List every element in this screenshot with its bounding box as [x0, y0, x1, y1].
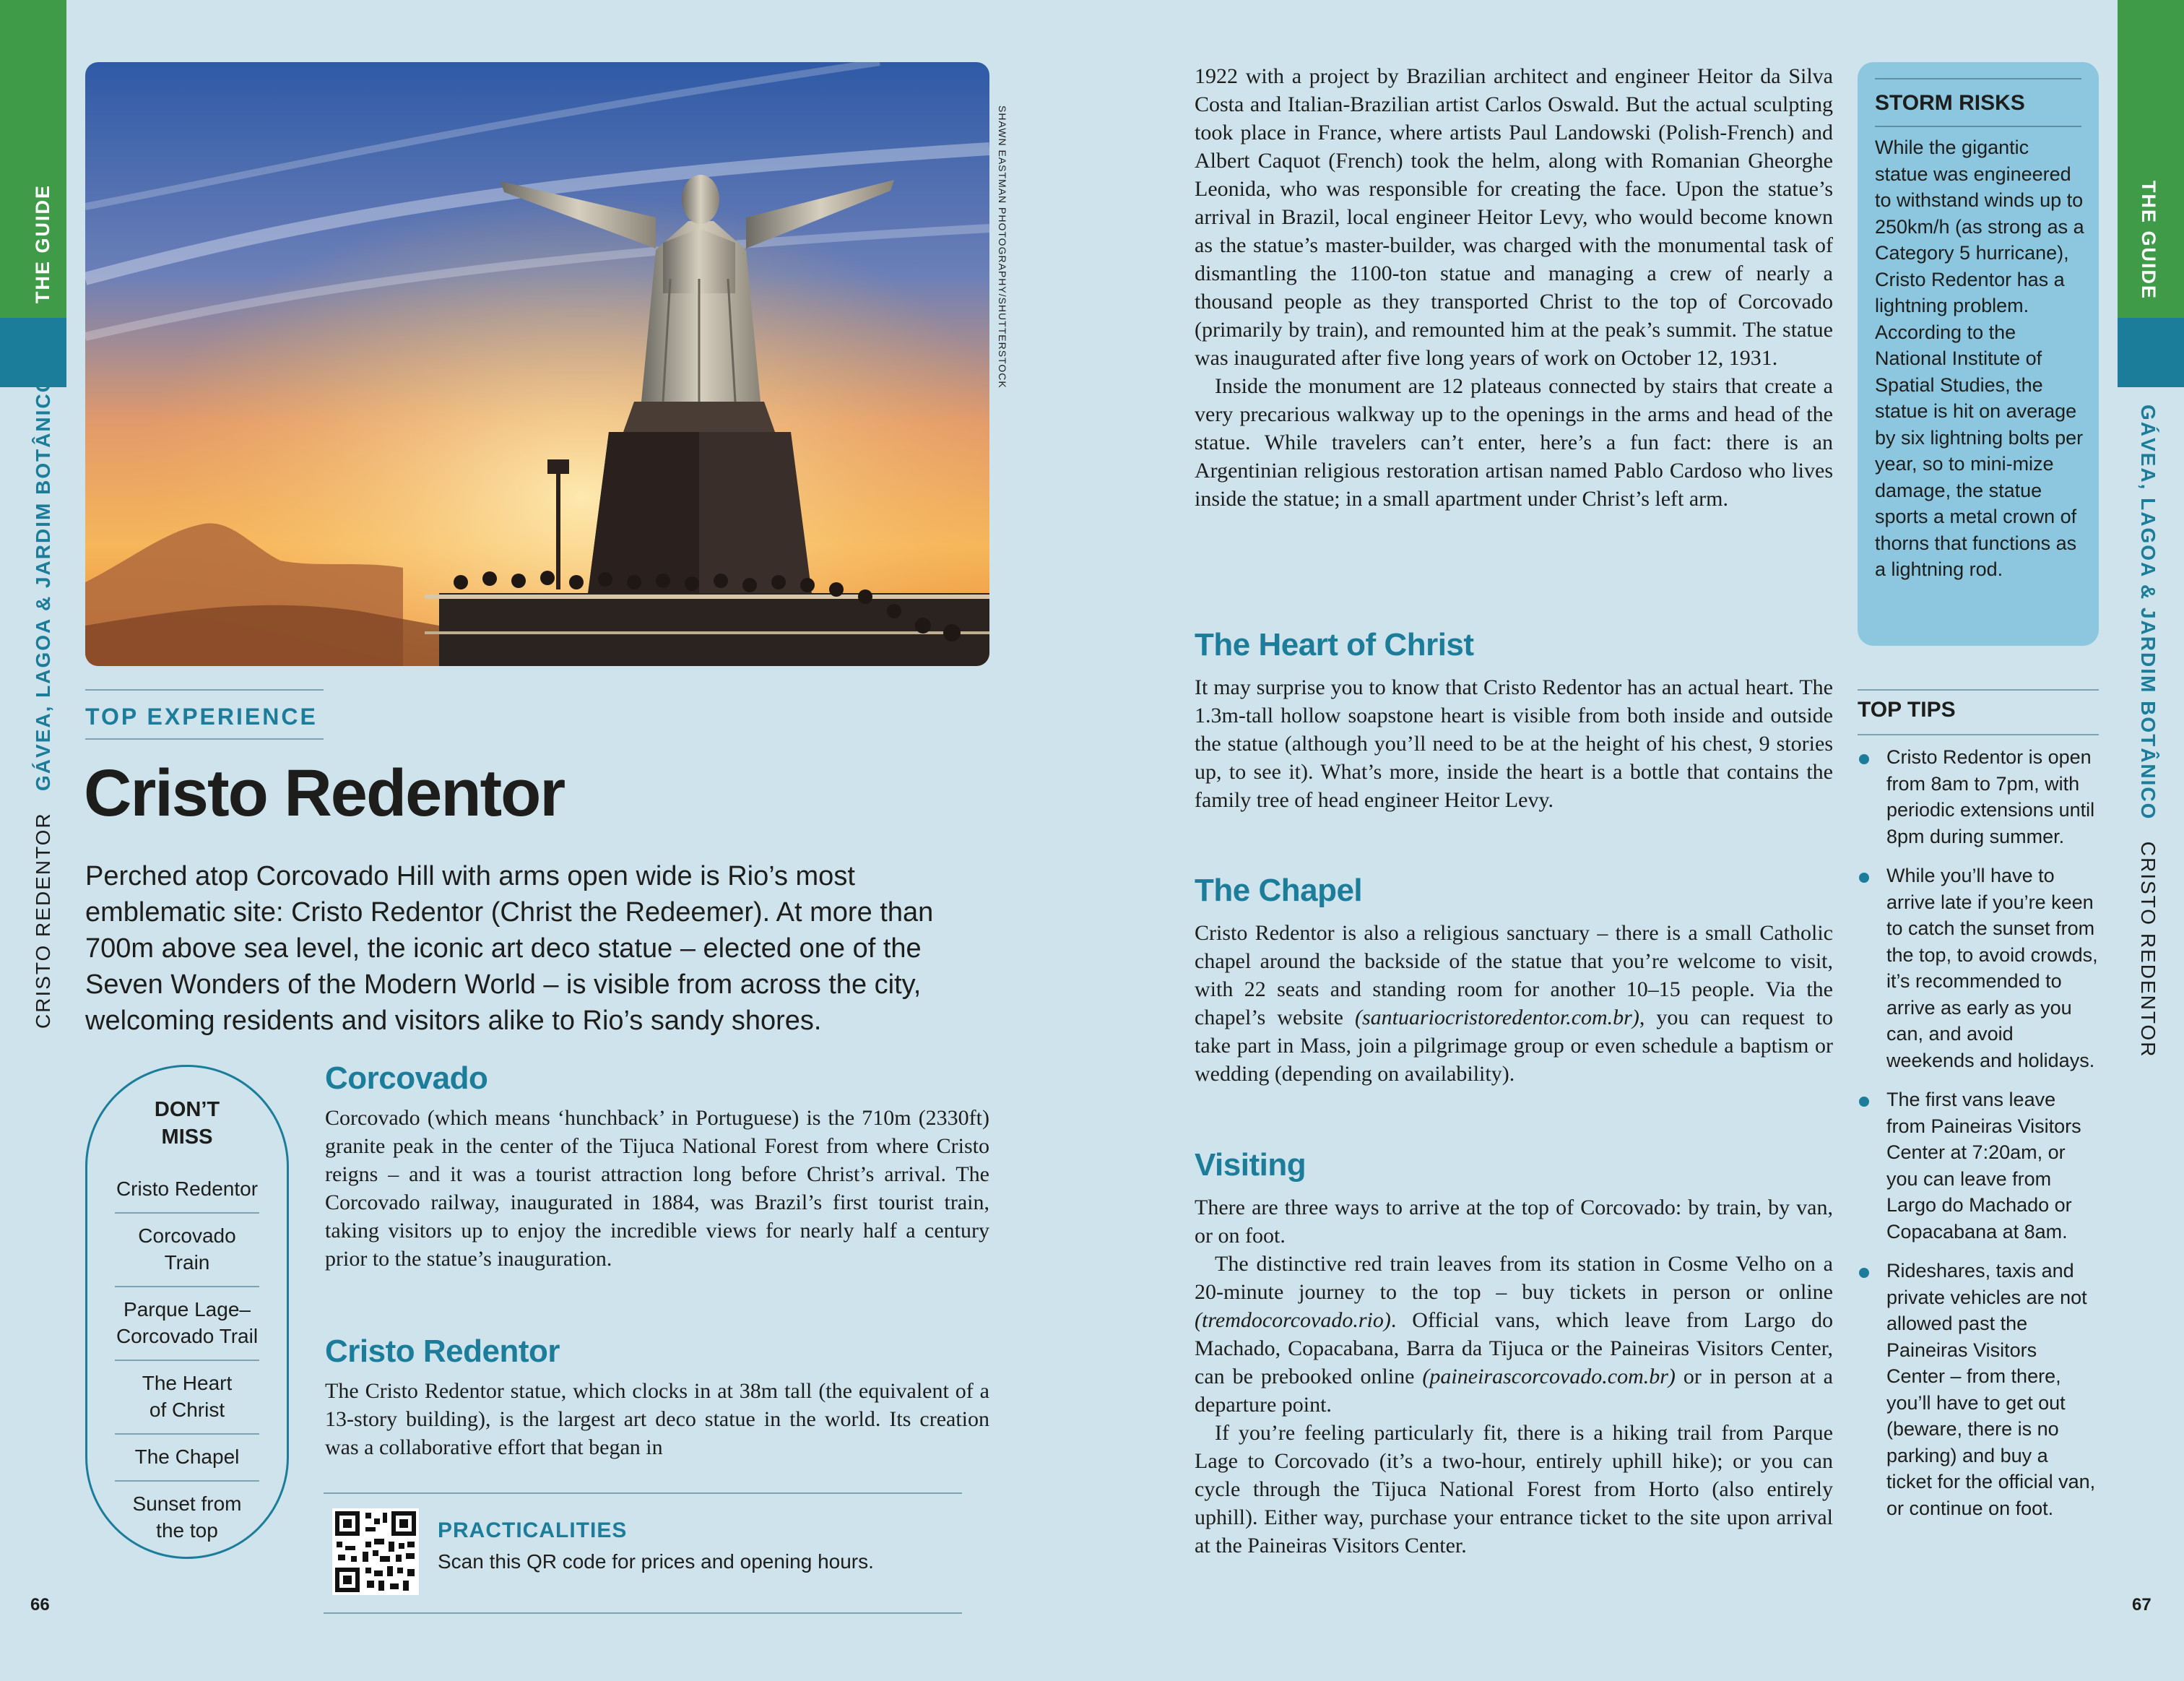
right-page-number: 67 — [2132, 1595, 2152, 1615]
corcovado-paragraph: Corcovado (which means ‘hunchback’ in Portuguese) is the 710m (2330ft) granite peak in the center of the Tijuca National Forest from where Cristo reigns – and it was a tourist attraction long before Christ’s arrival. The Corcovado railway, inaugurated in 1884, was Brazil’s first tourist train, taking visitors up to enjoy the incredible views for nearly half a century prior to the statue’s inauguration. — [325, 1106, 989, 1271]
heading-cristo-redentor: Cristo Redentor — [325, 1334, 560, 1369]
left-section-label — [32, 376, 55, 1029]
tip-text: Cristo Redentor is open from 8am to 7pm, with periodic extensions until 8pm during summer. — [1886, 746, 2095, 847]
dont-miss-item-line: Parque Lage– — [124, 1298, 251, 1321]
dont-miss-title-line1: DON’T — [154, 1098, 220, 1121]
kicker: TOP EXPERIENCE — [85, 704, 318, 730]
tip-item — [1858, 863, 2099, 1073]
dont-miss-title — [87, 1096, 287, 1151]
dont-miss-item-line: Corcovado Trail — [116, 1325, 259, 1347]
left-page-number: 66 — [30, 1595, 50, 1615]
dont-miss-item-line: The Chapel — [134, 1446, 240, 1468]
dont-miss-item — [115, 1360, 259, 1433]
practicalities-rule-top — [324, 1492, 962, 1494]
qr-code[interactable] — [332, 1508, 419, 1595]
train-website-link[interactable]: (tremdocorcovado.rio) — [1195, 1308, 1391, 1332]
hero-photo — [85, 62, 989, 666]
top-tips-list — [1858, 744, 2099, 1534]
vans-website-link[interactable]: (paineirascorcovado.com.br) — [1422, 1365, 1676, 1388]
dont-miss-item-line: Corcovado Train — [138, 1224, 236, 1274]
left-section-blue: GÁVEA, LAGOA & JARDIM BOTÂNICO — [32, 375, 54, 791]
right-column-continued — [1195, 62, 1833, 513]
qr-code-icon — [332, 1508, 419, 1595]
cristo-paragraph: The Cristo Redentor statue, which clocks in at 38m tall (the equivalent of a 13-story building), is the largest art deco statue in the world. Its creation was a collaborative effort that began in — [325, 1379, 989, 1459]
heading-chapel: The Chapel — [1195, 873, 1363, 908]
heading-heart-of-christ: The Heart of Christ — [1195, 627, 1474, 662]
heart-paragraph: It may surprise you to know that Cristo Redentor has an actual heart. The 1.3m-tall hollow soapstone heart is visible from both inside and outside the statue (although you’ll need to be at the height of his chest, 9 stories up, to see it). What’s more, inside the heart is a bottle that contains the family tree of head engineer Heitor Levy. — [1195, 675, 1833, 812]
heading-corcovado: Corcovado — [325, 1060, 488, 1096]
dont-miss-item-line: Sunset from — [132, 1492, 242, 1515]
heading-visiting: Visiting — [1195, 1147, 1306, 1183]
bullet-icon — [1859, 1097, 1869, 1107]
dont-miss-item — [115, 1433, 259, 1480]
dont-miss-item — [115, 1175, 259, 1212]
continued-paragraph-1: 1922 with a project by Brazilian architect and engineer Heitor da Silva Costa and Italian-Brazilian artist Carlos Oswald. But the actual sculpting took place in France, where artists Paul Landowski (Polish-French) and Albert Caquot (French) took the helm, along with Romanian Gheorghe Leonida, who was responsible for creating the face. Upon the statue’s arrival in Brazil, local engineer Heitor Levy, who would become known as the statue’s master-builder, was charged with the monumental task of dismantling the 1100-ton statue and managing a crew of nearly a thousand people as they transported Christ to the top of Corcovado (primarily by train), and remounted him at the peak’s summit. The statue was inaugurated after five long years of work on October 12, 1931. — [1195, 64, 1833, 370]
practicalities-title: PRACTICALITIES — [438, 1518, 628, 1542]
visiting-paragraph-2 — [1195, 1250, 1833, 1419]
kicker-rule — [85, 689, 324, 691]
right-guide-label: THE GUIDE — [2138, 181, 2159, 301]
tip-item — [1858, 1258, 2099, 1521]
storm-risks-body: While the gigantic statue was engineered to withstand winds up to 250km/h (as strong as a Category 5 hurricane), Cristo Redentor has a lightning problem. According to the National Institute of Spatial Studies, the statue is hit on average by six lightning bolts per year, so to mini-mize damage, the statue sports a metal crown of thorns that functions as a lightning rod. — [1875, 137, 2084, 580]
left-guide-label: THE GUIDE — [32, 183, 53, 303]
tip-text: The first vans leave from Paineiras Visitors Center at 7:20am, or you can leave from Largo do Machado or Copacabana at 8am. — [1886, 1089, 2081, 1243]
visiting-paragraph-3: If you’re feeling particularly fit, there is a hiking trail from Parque Lage to Corcovado (it’s a two-hour, entirely uphill hike); or you can cycle through the Tijuca National Forest from Horto (also entirely uphill). Either way, purchase your entrance ticket to the site upon arrival at the Paineiras Visitors Center. — [1195, 1421, 1833, 1557]
dont-miss-item — [115, 1212, 259, 1286]
dont-miss-item-line: the top — [156, 1519, 218, 1542]
top-tips-title: TOP TIPS — [1858, 698, 1956, 722]
photo-credit: SHAWN EASTMAN PHOTOGRAPHY/SHUTTERSTOCK — [997, 105, 1008, 389]
visiting-text-a: The distinctive red train leaves from its station in Cosme Velho on a 20-minute journey to the top – buy tickets in person or online — [1195, 1252, 1833, 1304]
continued-paragraph-2: Inside the monument are 12 plateaus connected by stairs that create a very precarious walkway up to the openings in the arms and head of the statue. While travelers can’t enter, here’s a fun fact: there is an Argentinian religious restoration artisan named Pablo Cardoso who lives inside the statue; in a small apartment under Christ’s left arm. — [1195, 374, 1833, 511]
intro-paragraph: Perched atop Corcovado Hill with arms open wide is Rio’s most emblematic site: Cristo Redentor (Christ the Redeemer). At more than 700m above sea level, the iconic art deco statue – elected one of the Seven Wonders of the Modern World – is visible from across the city, welcoming residents and visitors alike to Rio’s sandy shores. — [85, 861, 934, 1036]
cristo-body — [325, 1377, 989, 1461]
tip-item — [1858, 1086, 2099, 1245]
heart-body — [1195, 673, 1833, 814]
right-section-dark: CRISTO REDENTOR — [2137, 841, 2159, 1058]
dont-miss-item-line: of Christ — [149, 1399, 225, 1421]
visiting-body — [1195, 1193, 1833, 1560]
storm-risks-rule-bottom — [1875, 126, 2081, 127]
right-section-tab — [2118, 318, 2184, 387]
top-tips-rule-top — [1858, 689, 2099, 691]
visiting-text-b: . Official vans, which leave from Largo do Machado, Copacabana, Barra da Tijuca or the Paineiras Visitors Center, can be prebooked online — [1195, 1308, 1833, 1388]
tip-item — [1858, 744, 2099, 850]
tip-text: While you’ll have to arrive late if you’re keen to catch the sunset from the top, to avoid crowds, it’s recommended to arrive as early as you can, and avoid weekends and holidays. — [1886, 865, 2098, 1071]
top-tips-rule-bottom — [1858, 734, 2099, 735]
dont-miss-list — [115, 1175, 259, 1554]
corcovado-body — [325, 1104, 989, 1273]
dont-miss-item-line: The Heart — [142, 1372, 233, 1394]
storm-risks-rule-top — [1875, 78, 2081, 79]
bullet-icon — [1859, 873, 1869, 883]
dont-miss-item-line: Cristo Redentor — [116, 1177, 259, 1200]
dont-miss-item — [115, 1480, 259, 1554]
storm-risks-box — [1858, 62, 2099, 646]
right-section-blue: GÁVEA, LAGOA & JARDIM BOTÂNICO — [2137, 405, 2159, 821]
storm-risks-title: STORM RISKS — [1875, 91, 2025, 115]
practicalities-text: Scan this QR code for prices and opening hours. — [438, 1550, 874, 1573]
chapel-website-link[interactable]: (santuariocristoredentor.com.br) — [1354, 1006, 1639, 1029]
bullet-icon — [1859, 1268, 1869, 1278]
chapel-body — [1195, 919, 1833, 1088]
bullet-icon — [1859, 754, 1869, 764]
dont-miss-box — [85, 1065, 289, 1559]
dont-miss-item — [115, 1286, 259, 1360]
visiting-text-c: or in person at a departure point. — [1195, 1365, 1833, 1417]
tip-text: Rideshares, taxis and private vehicles are not allowed past the Paineiras Visitors Center – from there, you’ll have to get out (beware, there is no parking) and buy a ticket for the official van, or continue on foot. — [1886, 1260, 2096, 1519]
statue-illustration — [85, 62, 989, 666]
chapel-text-2: , you can request to take part in Mass, join a pilgrimage group or even schedule a baptism or wedding (depending on availability). — [1195, 1006, 1833, 1086]
chapel-paragraph — [1195, 919, 1833, 1088]
visiting-paragraph-1: There are three ways to arrive at the top of Corcovado: by train, by van, or on foot. — [1195, 1196, 1833, 1248]
chapel-text-1: Cristo Redentor is also a religious sanctuary – there is a small Catholic chapel around the backside of the statue that you’re welcome to visit, with 22 seats and standing room for another 10–15 people. Via the chapel’s website — [1195, 921, 1833, 1029]
left-section-dark: CRISTO REDENTOR — [32, 812, 54, 1029]
practicalities-rule-bottom — [324, 1612, 962, 1614]
right-section-label — [2136, 405, 2159, 1058]
page-title: Cristo Redentor — [84, 756, 565, 830]
kicker-rule-bottom — [85, 738, 324, 740]
dont-miss-title-line2: MISS — [161, 1125, 213, 1149]
